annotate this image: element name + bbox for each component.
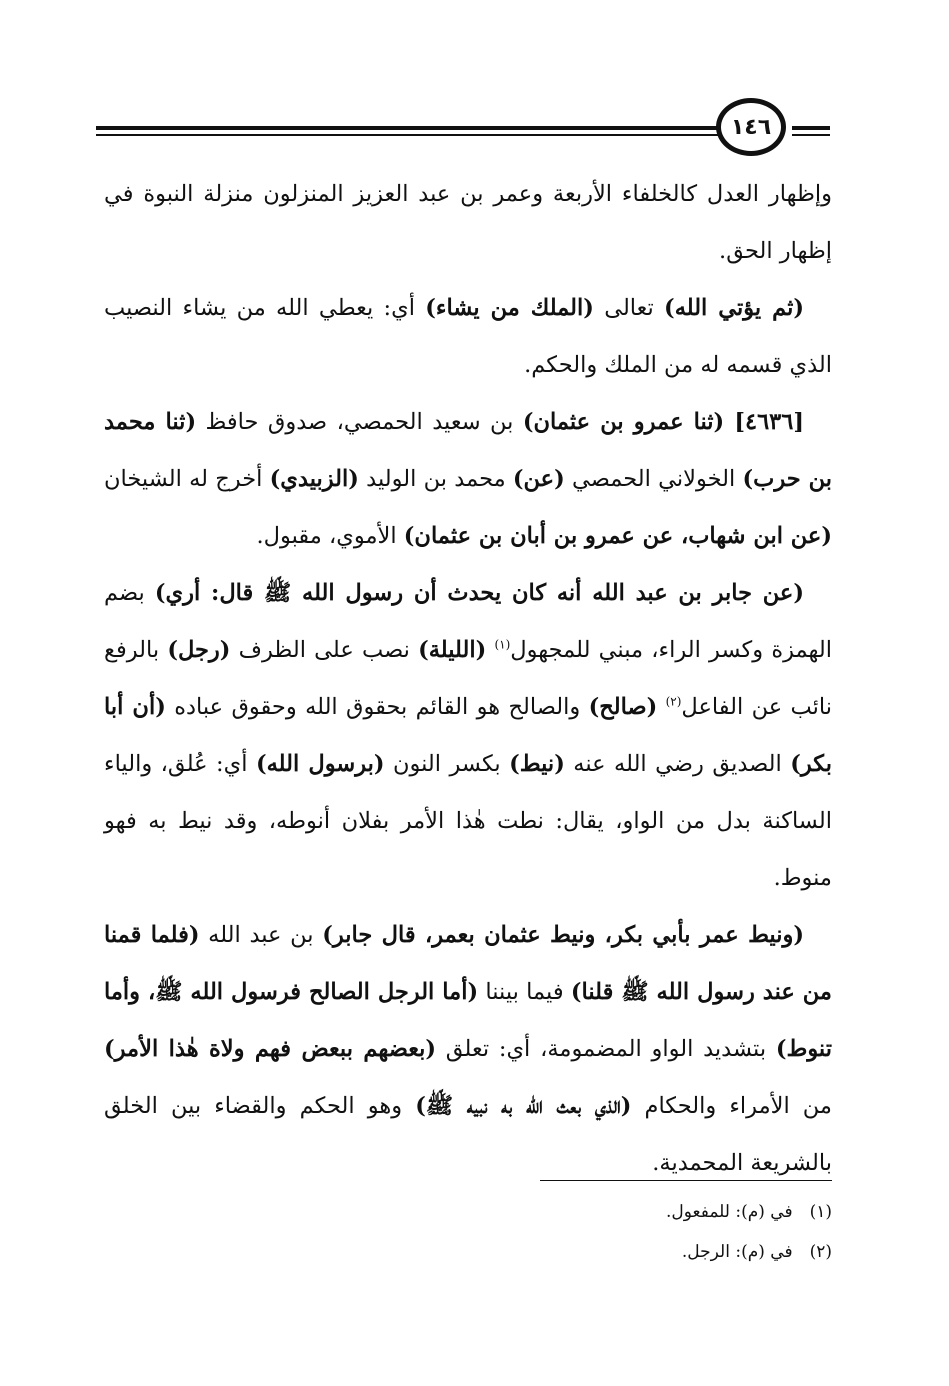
text-segment: تعالى: [593, 295, 665, 321]
header-rule-thick: [96, 126, 718, 130]
text-segment: وإظهار العدل كالخلفاء الأربعة وعمر بن عبد العزيز المنزلون منزلة النبوة في إظهار الحق.: [104, 181, 832, 264]
bold-segment: (عن): [512, 466, 565, 492]
paragraph: [104, 280, 832, 394]
bold-segment: (أما الرجل الصالح فرسول الله ﷺ، وأما تنوط): [104, 979, 832, 1062]
text-segment: والصالح هو القائم بحقوق الله وحقوق عباده: [165, 694, 589, 720]
paragraph: [104, 166, 832, 280]
bold-segment: (عن ابن شهاب، عن عمرو بن أبان بن عثمان): [403, 523, 832, 549]
paragraph: [104, 907, 832, 1192]
footnote-ref: (١): [494, 637, 511, 652]
text-segment: بضم الهمزة وكسر الراء، مبني للمجهول: [104, 580, 833, 663]
text-segment: الأموي، مقبول.: [256, 523, 404, 549]
header-rule-thin: [96, 134, 718, 136]
footnote-number: (٢): [809, 1242, 832, 1262]
text-segment: بالرفع نائب عن الفاعل: [104, 637, 832, 720]
bold-segment: (ثنا محمد بن حرب): [104, 409, 833, 492]
bold-segment: (الملك من يشاء): [425, 295, 594, 321]
page-number: ١٤٦: [716, 98, 786, 156]
bold-segment: (برسول الله): [255, 751, 385, 777]
bold-segment: (صالح): [588, 694, 658, 720]
text-segment: بن سعيد الحمصي، صدوق حافظ: [196, 409, 523, 435]
text-segment: فيما بيننا: [478, 979, 571, 1005]
bold-segment: (فلما قمنا من عند رسول الله ﷺ قلنا): [104, 922, 832, 1005]
text-segment: بكسر النون: [384, 751, 510, 777]
footnote-number: (١): [809, 1202, 832, 1222]
bold-segment: [٤٦٣٦] (ثنا عمرو بن عثمان): [522, 409, 804, 435]
bold-segment: (نيط): [509, 751, 565, 777]
text-segment: محمد بن الوليد: [358, 466, 513, 492]
bold-segment: (الليلة): [418, 637, 487, 663]
footnote-text: في (م): الرجل.: [681, 1242, 793, 1262]
text-segment: بن عبد الله: [199, 922, 323, 948]
footnote-text: في (م): للمفعول.: [665, 1202, 793, 1222]
paragraph: [104, 565, 832, 907]
bold-segment: (رجل): [167, 637, 231, 663]
bold-segment: (الزبيدي): [269, 466, 359, 492]
bold-segment: (ونيط عمر بأبي بكر، ونيط عثمان بعمر، قال جابر): [322, 922, 804, 948]
text-segment: الخولاني الحمصي: [564, 466, 743, 492]
footnote-separator: [540, 1180, 832, 1181]
text-segment: أخرج له الشيخان: [104, 466, 270, 492]
bold-segment: (أن أبا بكر): [104, 694, 832, 777]
bold-segment: (الذي بعث الله به نبيه ﷺ): [415, 1093, 632, 1119]
main-text: [104, 166, 832, 1192]
text-segment: أي: عُلق، والياء الساكنة بدل من الواو، يقال: نطت هٰذا الأمر بفلان أنوطه، وقد نيط به فهو منوط.: [104, 751, 832, 891]
footnote-1: [104, 1192, 832, 1232]
text-segment: وهو الحكم والقضاء بين الخلق بالشريعة المحمدية.: [104, 1093, 832, 1176]
footnotes: [104, 1192, 832, 1272]
text-segment: من الأمراء والحكام: [631, 1093, 832, 1119]
footnote-2: [104, 1232, 832, 1272]
text-segment: الصديق رضي الله عنه: [564, 751, 791, 777]
bold-segment: (ثم يؤتي الله): [664, 295, 804, 321]
footnote-ref: (٢): [665, 694, 682, 709]
page-header: [96, 98, 831, 158]
text-segment: نصب على الظرف: [230, 637, 419, 663]
header-rule-right-thin: [792, 134, 830, 136]
text-segment: بتشديد الواو المضمومة، أي: تعلق: [436, 1036, 776, 1062]
bold-segment: (بعضهم ببعض فهم ولاة هٰذا الأمر): [104, 1036, 437, 1062]
paragraph: [104, 394, 832, 565]
bold-segment: (عن جابر بن عبد الله أنه كان يحدث أن رسول الله ﷺ قال: أري): [154, 580, 804, 606]
text-segment: [657, 694, 665, 720]
header-rule-right-thick: [792, 126, 830, 130]
text-segment: أي: يعطي الله من يشاء النصيب الذي قسمه له من الملك والحكم.: [104, 295, 832, 378]
